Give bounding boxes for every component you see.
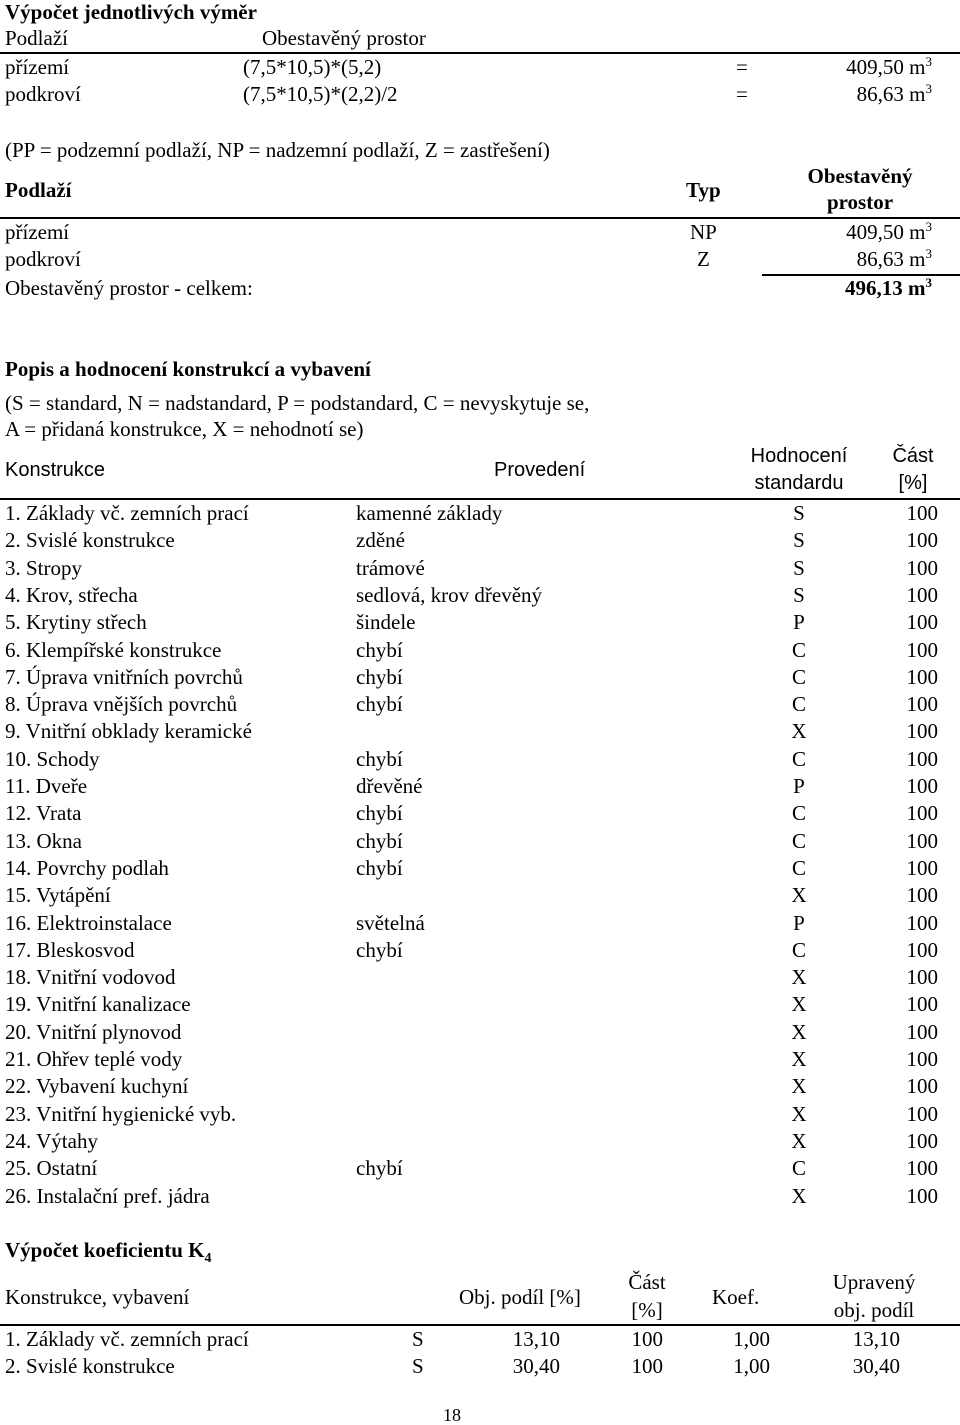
volume-eq: = xyxy=(736,82,748,106)
section4-title: Výpočet koeficientu $K_4$ xyxy=(5,1238,212,1267)
volume-eq: = xyxy=(736,55,748,79)
construction-share: 100 xyxy=(906,692,938,717)
construction-rating: X xyxy=(791,1047,807,1071)
construction-execution: chybí xyxy=(356,746,403,771)
k4-obj-share: 13,10 xyxy=(512,1327,560,1351)
construction-row xyxy=(0,885,960,912)
space-total-label: Obestavěný prostor - celkem: xyxy=(5,276,253,300)
construction-row xyxy=(0,937,960,967)
construction-share: 100 xyxy=(906,610,938,635)
volume-formula: (7,5*10,5)*(2,2)/2 xyxy=(243,82,398,106)
construction-rating: C xyxy=(791,664,806,689)
space-type: Z xyxy=(697,247,710,271)
volume-floor: přízemí xyxy=(5,55,70,79)
construction-row xyxy=(0,1101,960,1131)
construction-rating: C xyxy=(791,637,806,662)
construction-name: 13. Okna xyxy=(5,828,82,853)
construction-name: 17. Bleskosvod xyxy=(5,937,135,962)
space-floor: přízemí xyxy=(5,220,70,244)
construction-execution: sedlová, krov dřevěný xyxy=(356,582,543,607)
col-execution: Provedení xyxy=(494,459,586,481)
construction-name: 18. Vnitřní vodovod xyxy=(5,965,176,990)
construction-name: 25. Ostatní xyxy=(5,1156,98,1181)
construction-name: 6. Klempířské konstrukce xyxy=(5,637,222,662)
construction-rating: X xyxy=(791,719,807,744)
construction-name: 23. Vnitřní hygienické vyb. xyxy=(5,1101,237,1126)
construction-execution: chybí xyxy=(356,828,403,853)
volume-value: 409,50 $m^3$ xyxy=(846,54,932,79)
k4-rating: S xyxy=(412,1354,424,1378)
space-floor: podkroví xyxy=(5,247,81,271)
construction-share: 100 xyxy=(906,1183,938,1208)
construction-share: 100 xyxy=(906,1074,938,1099)
construction-share: 100 xyxy=(906,501,938,525)
construction-name: 5. Krytiny střech xyxy=(5,610,147,635)
construction-share: 100 xyxy=(906,719,938,744)
construction-share: 100 xyxy=(906,1101,938,1126)
volume-formula: (7,5*10,5)*(5,2) xyxy=(243,55,382,79)
section3-legend-line2: A = přidaná konstrukce, X = nehodnotí se) xyxy=(5,417,364,441)
construction-execution: chybí xyxy=(356,692,403,717)
construction-row xyxy=(0,530,960,557)
construction-execution: trámové xyxy=(356,555,425,580)
construction-rating: S xyxy=(793,555,805,580)
construction-rating: X xyxy=(791,1019,807,1044)
construction-rating: C xyxy=(791,746,806,771)
construction-share: 100 xyxy=(906,555,938,580)
construction-name: 16. Elektroinstalace xyxy=(5,910,172,935)
construction-share: 100 xyxy=(906,637,938,662)
k4-name: 1. Základy vč. zemních prací xyxy=(5,1327,249,1351)
construction-row xyxy=(0,803,960,830)
section2-col-space: Obestavěný prostor xyxy=(807,164,913,214)
col-construction: Konstrukce xyxy=(5,459,106,481)
construction-rating: C xyxy=(791,801,806,826)
volume-floor: podkroví xyxy=(5,82,81,106)
construction-share: 100 xyxy=(906,992,938,1017)
construction-row xyxy=(0,828,960,858)
space-total-row xyxy=(0,275,960,305)
construction-share: 100 xyxy=(906,774,938,798)
construction-rating: C xyxy=(791,692,806,717)
construction-share: 100 xyxy=(906,1019,938,1044)
k4-row xyxy=(0,1356,960,1383)
construction-execution: kamenné základy xyxy=(356,501,503,525)
floors-legend: (PP = podzemní podlaží, NP = nadzemní podlaží, Z = zastřešení) xyxy=(5,138,550,162)
construction-name: 21. Ohřev teplé vody xyxy=(5,1047,183,1071)
construction-row xyxy=(0,637,960,667)
k4-coef: 1,00 xyxy=(733,1354,770,1378)
construction-name: 2. Svislé konstrukce xyxy=(5,528,175,553)
construction-row xyxy=(0,1049,960,1076)
construction-rating: X xyxy=(791,1074,807,1099)
space-row xyxy=(0,246,960,276)
k4-adjusted: 13,10 xyxy=(852,1327,900,1351)
space-value: 409,50 $m^3$ xyxy=(846,219,932,244)
construction-share: 100 xyxy=(906,1047,938,1071)
construction-rating: P xyxy=(793,610,805,635)
construction-execution: dřevěné xyxy=(356,774,423,798)
construction-row xyxy=(0,1158,960,1185)
construction-share: 100 xyxy=(906,965,938,990)
construction-name: 1. Základy vč. zemních prací xyxy=(5,501,249,525)
construction-row xyxy=(0,612,960,639)
construction-row xyxy=(0,746,960,776)
construction-name: 10. Schody xyxy=(5,746,100,771)
k4-row xyxy=(0,1329,960,1356)
section1-title: Výpočet jednotlivých výměr xyxy=(5,0,257,24)
construction-share: 100 xyxy=(906,1156,938,1181)
construction-row xyxy=(0,910,960,940)
k4-adjusted: 30,40 xyxy=(852,1354,900,1378)
construction-share: 100 xyxy=(906,582,938,607)
k4-share: 100 xyxy=(631,1354,663,1378)
volume-value: 86,63 $m^3$ xyxy=(856,81,932,106)
construction-share: 100 xyxy=(906,801,938,826)
space-row xyxy=(0,219,960,249)
construction-rating: C xyxy=(791,828,806,853)
construction-row xyxy=(0,1128,960,1158)
construction-share: 100 xyxy=(906,1128,938,1153)
construction-rating: S xyxy=(793,582,805,607)
construction-name: 3. Stropy xyxy=(5,555,83,580)
construction-share: 100 xyxy=(906,664,938,689)
construction-name: 12. Vrata xyxy=(5,801,82,826)
k4-col-coef: Koef. xyxy=(712,1285,760,1309)
k4-col-obj-share: Obj. podíl [%] xyxy=(459,1285,581,1309)
divider xyxy=(0,217,960,219)
construction-name: 20. Vnitřní plynovod xyxy=(5,1019,182,1044)
construction-execution: chybí xyxy=(356,637,403,662)
construction-name: 11. Dveře xyxy=(5,774,88,798)
construction-rating: P xyxy=(793,910,805,935)
construction-row xyxy=(0,1183,960,1213)
construction-rating: S xyxy=(793,501,805,525)
construction-execution: chybí xyxy=(356,937,403,962)
construction-row xyxy=(0,1076,960,1103)
section3-title: Popis a hodnocení konstrukcí a vybavení xyxy=(5,357,371,381)
construction-row xyxy=(0,855,960,885)
col-rating: Hodnocení standardu xyxy=(750,445,848,494)
construction-share: 100 xyxy=(906,528,938,553)
construction-row xyxy=(0,994,960,1021)
construction-rating: P xyxy=(793,774,805,798)
divider xyxy=(0,498,960,500)
construction-share: 100 xyxy=(906,746,938,771)
section3-legend-line1: (S = standard, N = nadstandard, P = podstandard, C = nevyskytuje se, xyxy=(5,391,590,415)
construction-row xyxy=(0,967,960,994)
k4-col-construction: Konstrukce, vybavení xyxy=(5,1285,190,1309)
construction-name: 7. Úprava vnitřních povrchů xyxy=(5,664,243,689)
construction-name: 14. Povrchy podlah xyxy=(5,855,169,880)
section1-col-space: Obestavěný prostor xyxy=(262,26,426,50)
construction-name: 8. Úprava vnějších povrchů xyxy=(5,692,238,717)
section2-col-type: Typ xyxy=(686,178,721,202)
construction-name: 4. Krov, střecha xyxy=(5,582,138,607)
k4-col-share: Část [%] xyxy=(628,1270,666,1322)
k4-obj-share: 30,40 xyxy=(512,1354,560,1378)
construction-share: 100 xyxy=(906,937,938,962)
section2-col-floor: Podlaží xyxy=(5,178,72,202)
k4-col-adjusted: Upravený obj. podíl xyxy=(832,1270,916,1322)
construction-rating: C xyxy=(791,937,806,962)
construction-row xyxy=(0,503,960,530)
construction-rating: X xyxy=(791,883,807,908)
k4-share: 100 xyxy=(631,1327,663,1351)
space-total-value: 496,13 $m^3$ xyxy=(845,275,932,300)
construction-execution: chybí xyxy=(356,664,403,689)
divider xyxy=(0,1324,960,1326)
construction-rating: X xyxy=(791,965,807,990)
construction-row xyxy=(0,776,960,803)
construction-rating: X xyxy=(791,1128,807,1153)
construction-name: 15. Vytápění xyxy=(5,883,111,908)
construction-row xyxy=(0,1019,960,1049)
construction-name: 26. Instalační pref. jádra xyxy=(5,1183,210,1208)
construction-share: 100 xyxy=(906,828,938,853)
page-number: 18 xyxy=(443,1405,461,1425)
construction-execution: chybí xyxy=(356,855,403,880)
k4-rating: S xyxy=(412,1327,424,1351)
construction-execution: chybí xyxy=(356,801,403,826)
divider xyxy=(0,52,960,54)
space-type: NP xyxy=(690,220,717,244)
construction-execution: zděné xyxy=(356,528,405,553)
construction-share: 100 xyxy=(906,883,938,908)
col-share: Část [%] xyxy=(892,445,934,494)
construction-rating: C xyxy=(791,855,806,880)
construction-row xyxy=(0,721,960,748)
volume-row xyxy=(0,54,960,84)
construction-rating: X xyxy=(791,992,807,1017)
construction-execution: chybí xyxy=(356,1156,403,1181)
construction-rating: X xyxy=(791,1101,807,1126)
construction-name: 9. Vnitřní obklady keramické xyxy=(5,719,252,744)
section1-col-floor: Podlaží xyxy=(5,26,68,50)
construction-rating: C xyxy=(791,1156,806,1181)
construction-rating: S xyxy=(793,528,805,553)
construction-name: 22. Vybavení kuchyní xyxy=(5,1074,189,1099)
construction-execution: šindele xyxy=(356,610,416,635)
construction-rating: X xyxy=(791,1183,807,1208)
k4-name: 2. Svislé konstrukce xyxy=(5,1354,175,1378)
construction-row xyxy=(0,664,960,694)
space-value: 86,63 $m^3$ xyxy=(856,246,932,271)
k4-coef: 1,00 xyxy=(733,1327,770,1351)
volume-row xyxy=(0,81,960,111)
construction-name: 24. Výtahy xyxy=(5,1128,98,1153)
construction-row xyxy=(0,555,960,585)
construction-share: 100 xyxy=(906,910,938,935)
construction-row xyxy=(0,694,960,721)
construction-row xyxy=(0,582,960,612)
construction-execution: světelná xyxy=(356,910,425,935)
construction-share: 100 xyxy=(906,855,938,880)
construction-name: 19. Vnitřní kanalizace xyxy=(5,992,191,1017)
